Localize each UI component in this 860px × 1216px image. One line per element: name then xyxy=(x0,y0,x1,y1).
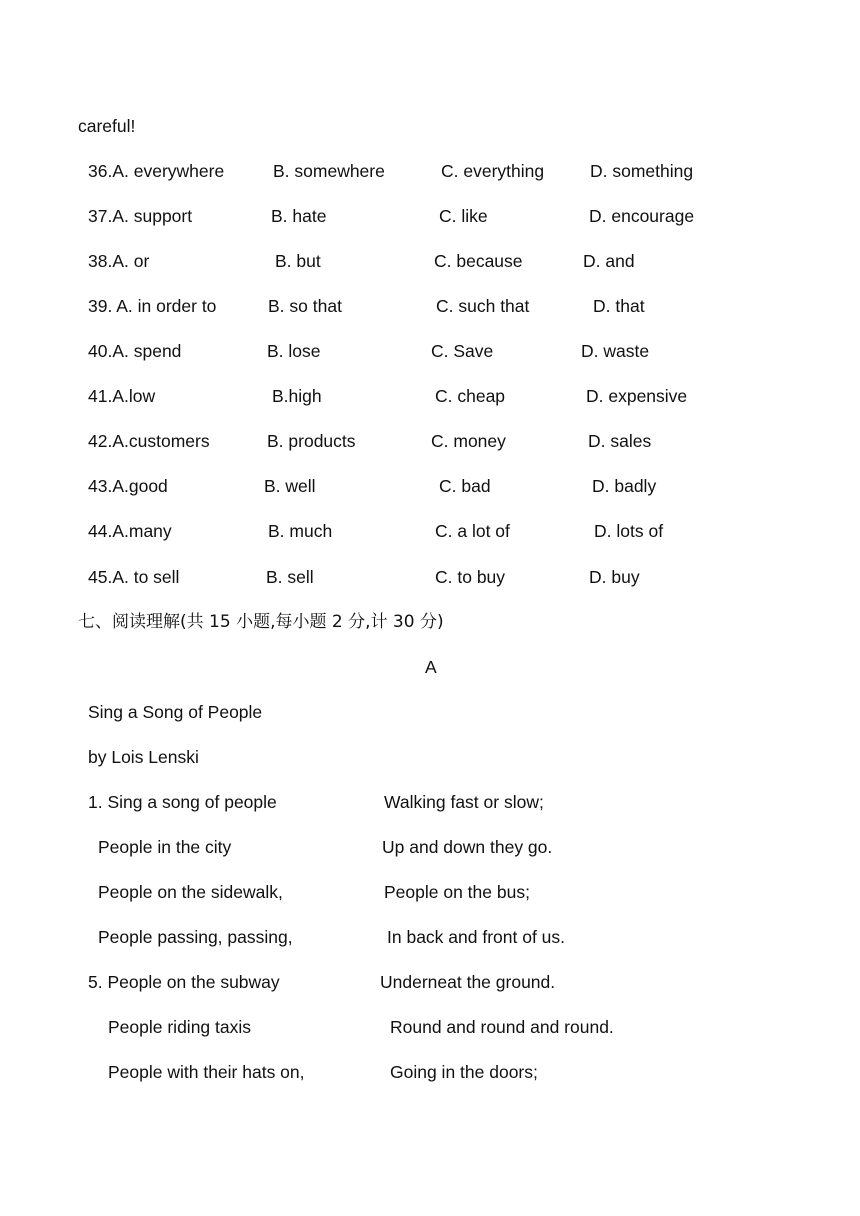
poem-line-left: People riding taxis xyxy=(108,1017,251,1037)
option-d: D. lots of xyxy=(594,521,664,541)
passage-tail-text: careful! xyxy=(78,116,136,136)
option-a: 41.A.low xyxy=(88,386,156,406)
option-a: 44.A.many xyxy=(88,521,172,541)
option-d: D. something xyxy=(590,161,694,181)
poem-line-right: Up and down they go. xyxy=(382,837,553,857)
option-b: B. somewhere xyxy=(273,161,385,181)
poem-line-left: People on the sidewalk, xyxy=(98,882,283,902)
option-c: C. Save xyxy=(431,341,494,361)
poem-line-left: People in the city xyxy=(98,837,232,857)
option-d: D. and xyxy=(583,251,635,271)
poem-line-right: Round and round and round. xyxy=(390,1017,614,1037)
poem-line-left: People passing, passing, xyxy=(98,927,293,947)
passage-letter: A xyxy=(425,657,437,677)
poem-line-right: Going in the doors; xyxy=(390,1062,538,1082)
option-c: C. to buy xyxy=(435,567,506,587)
option-a: 40.A. spend xyxy=(88,341,182,361)
option-b: B. but xyxy=(275,251,321,271)
option-b: B. well xyxy=(264,476,316,496)
section-heading: 七、阅读理解(共 15 小题,每小题 2 分,计 30 分) xyxy=(78,612,444,632)
option-c: C. money xyxy=(431,431,506,451)
option-c: C. bad xyxy=(439,476,491,496)
poem-line-right: Walking fast or slow; xyxy=(384,792,544,812)
option-b: B. sell xyxy=(266,567,314,587)
option-a: 42.A.customers xyxy=(88,431,210,451)
option-b: B.high xyxy=(272,386,322,406)
option-d: D. expensive xyxy=(586,386,688,406)
option-a: 45.A. to sell xyxy=(88,567,180,587)
option-b: B. lose xyxy=(267,341,321,361)
poem-line-right: Underneat the ground. xyxy=(380,972,556,992)
option-c: C. like xyxy=(439,206,488,226)
option-b: B. products xyxy=(267,431,356,451)
option-a: 43.A.good xyxy=(88,476,168,496)
poem-title: Sing a Song of People xyxy=(88,702,263,722)
option-d: D. buy xyxy=(589,567,640,587)
option-a: 36.A. everywhere xyxy=(88,161,225,181)
poem-line-left: 5. People on the subway xyxy=(88,972,280,992)
poem-line-right: In back and front of us. xyxy=(387,927,566,947)
option-c: C. cheap xyxy=(435,386,506,406)
option-c: C. because xyxy=(434,251,523,271)
option-b: B. much xyxy=(268,521,333,541)
poem-line-left: People with their hats on, xyxy=(108,1062,305,1082)
option-d: D. sales xyxy=(588,431,652,451)
option-b: B. hate xyxy=(271,206,327,226)
option-d: D. that xyxy=(593,296,645,316)
option-d: D. encourage xyxy=(589,206,695,226)
option-a: 37.A. support xyxy=(88,206,193,226)
option-a: 38.A. or xyxy=(88,251,150,271)
poem-author: by Lois Lenski xyxy=(88,747,199,767)
option-b: B. so that xyxy=(268,296,342,316)
option-c: C. everything xyxy=(441,161,545,181)
option-a: 39. A. in order to xyxy=(88,296,217,316)
option-c: C. such that xyxy=(436,296,530,316)
option-d: D. waste xyxy=(581,341,650,361)
option-d: D. badly xyxy=(592,476,657,496)
poem-line-left: 1. Sing a song of people xyxy=(88,792,277,812)
poem-line-right: People on the bus; xyxy=(384,882,530,902)
option-c: C. a lot of xyxy=(435,521,510,541)
